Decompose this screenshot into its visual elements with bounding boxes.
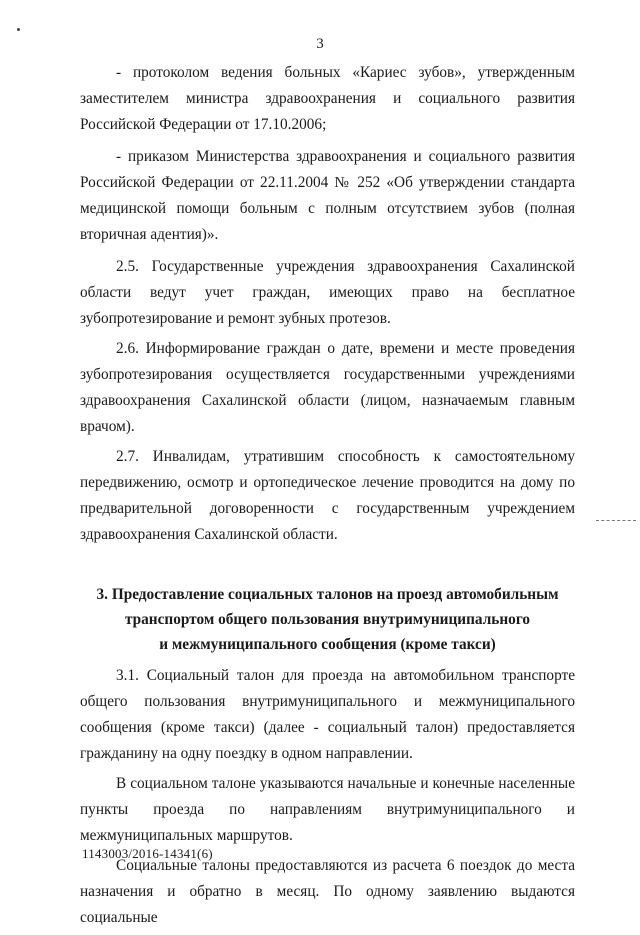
section-3-heading-line-2: транспортом общего пользования внутримуниципального	[124, 611, 531, 628]
paragraph-talon-quota: Социальные талоны предоставляются из расчета 6 поездок до места назначения и обратно в месяц. По одному заявлению выдаются социальные	[80, 857, 575, 926]
scan-artifact-dot	[17, 28, 20, 31]
scan-artifact-line	[596, 520, 636, 522]
list-item-protocol: - протоколом ведения больных «Кариес зубов», утвержденным заместителем министра здравоохранения и социального развития Российской Федерации от 17.10.2006;	[80, 64, 575, 133]
section-3-heading-line-3: и межмуниципального сообщения (кроме такси)	[159, 636, 496, 653]
page-number: 3	[316, 36, 324, 52]
list-item-order: - приказом Министерства здравоохранения и социального развития Российской Федерации от 22.11.2004 № 252 «Об утверждении стандарта медицинской помощи больным с полным отсутствием зубов (полная вторичная адентия)».	[80, 148, 575, 243]
document-footer-code: 1143003/2016-14341(6)	[82, 846, 213, 861]
paragraph-2-6: 2.6. Информирование граждан о дате, времени и месте проведения зубопротезирования осуществляется государственными учреждениями здравоохранения Сахалинской области (лицом, назначаемым главным врачом).	[80, 340, 575, 435]
paragraph-2-7: 2.7. Инвалидам, утратившим способность к самостоятельному передвижению, осмотр и ортопедическое лечение проводится на дому по предварительной договоренности с государственным учреждением здравоохранения Сахалинской области.	[80, 448, 575, 543]
section-3-heading-line-1: 3. Предоставление социальных талонов на проезд автомобильным	[96, 586, 559, 603]
paragraph-talon-content: В социальном талоне указываются начальные и конечные населенные пункты проезда по направлениям внутримуниципального и межмуниципальных маршрутов.	[80, 775, 575, 844]
paragraph-3-1: 3.1. Социальный талон для проезда на автомобильном транспорте общего пользования внутримуниципального и межмуниципального сообщения (кроме такси) (далее - социальный талон) предоставляется гражданину на одну поездку в одном направлении.	[80, 667, 575, 762]
document-body	[80, 60, 575, 935]
paragraph-2-5: 2.5. Государственные учреждения здравоохранения Сахалинской области ведут учет граждан, имеющих право на бесплатное зубопротезирование и ремонт зубных протезов.	[80, 258, 575, 327]
section-3-heading	[80, 582, 575, 657]
